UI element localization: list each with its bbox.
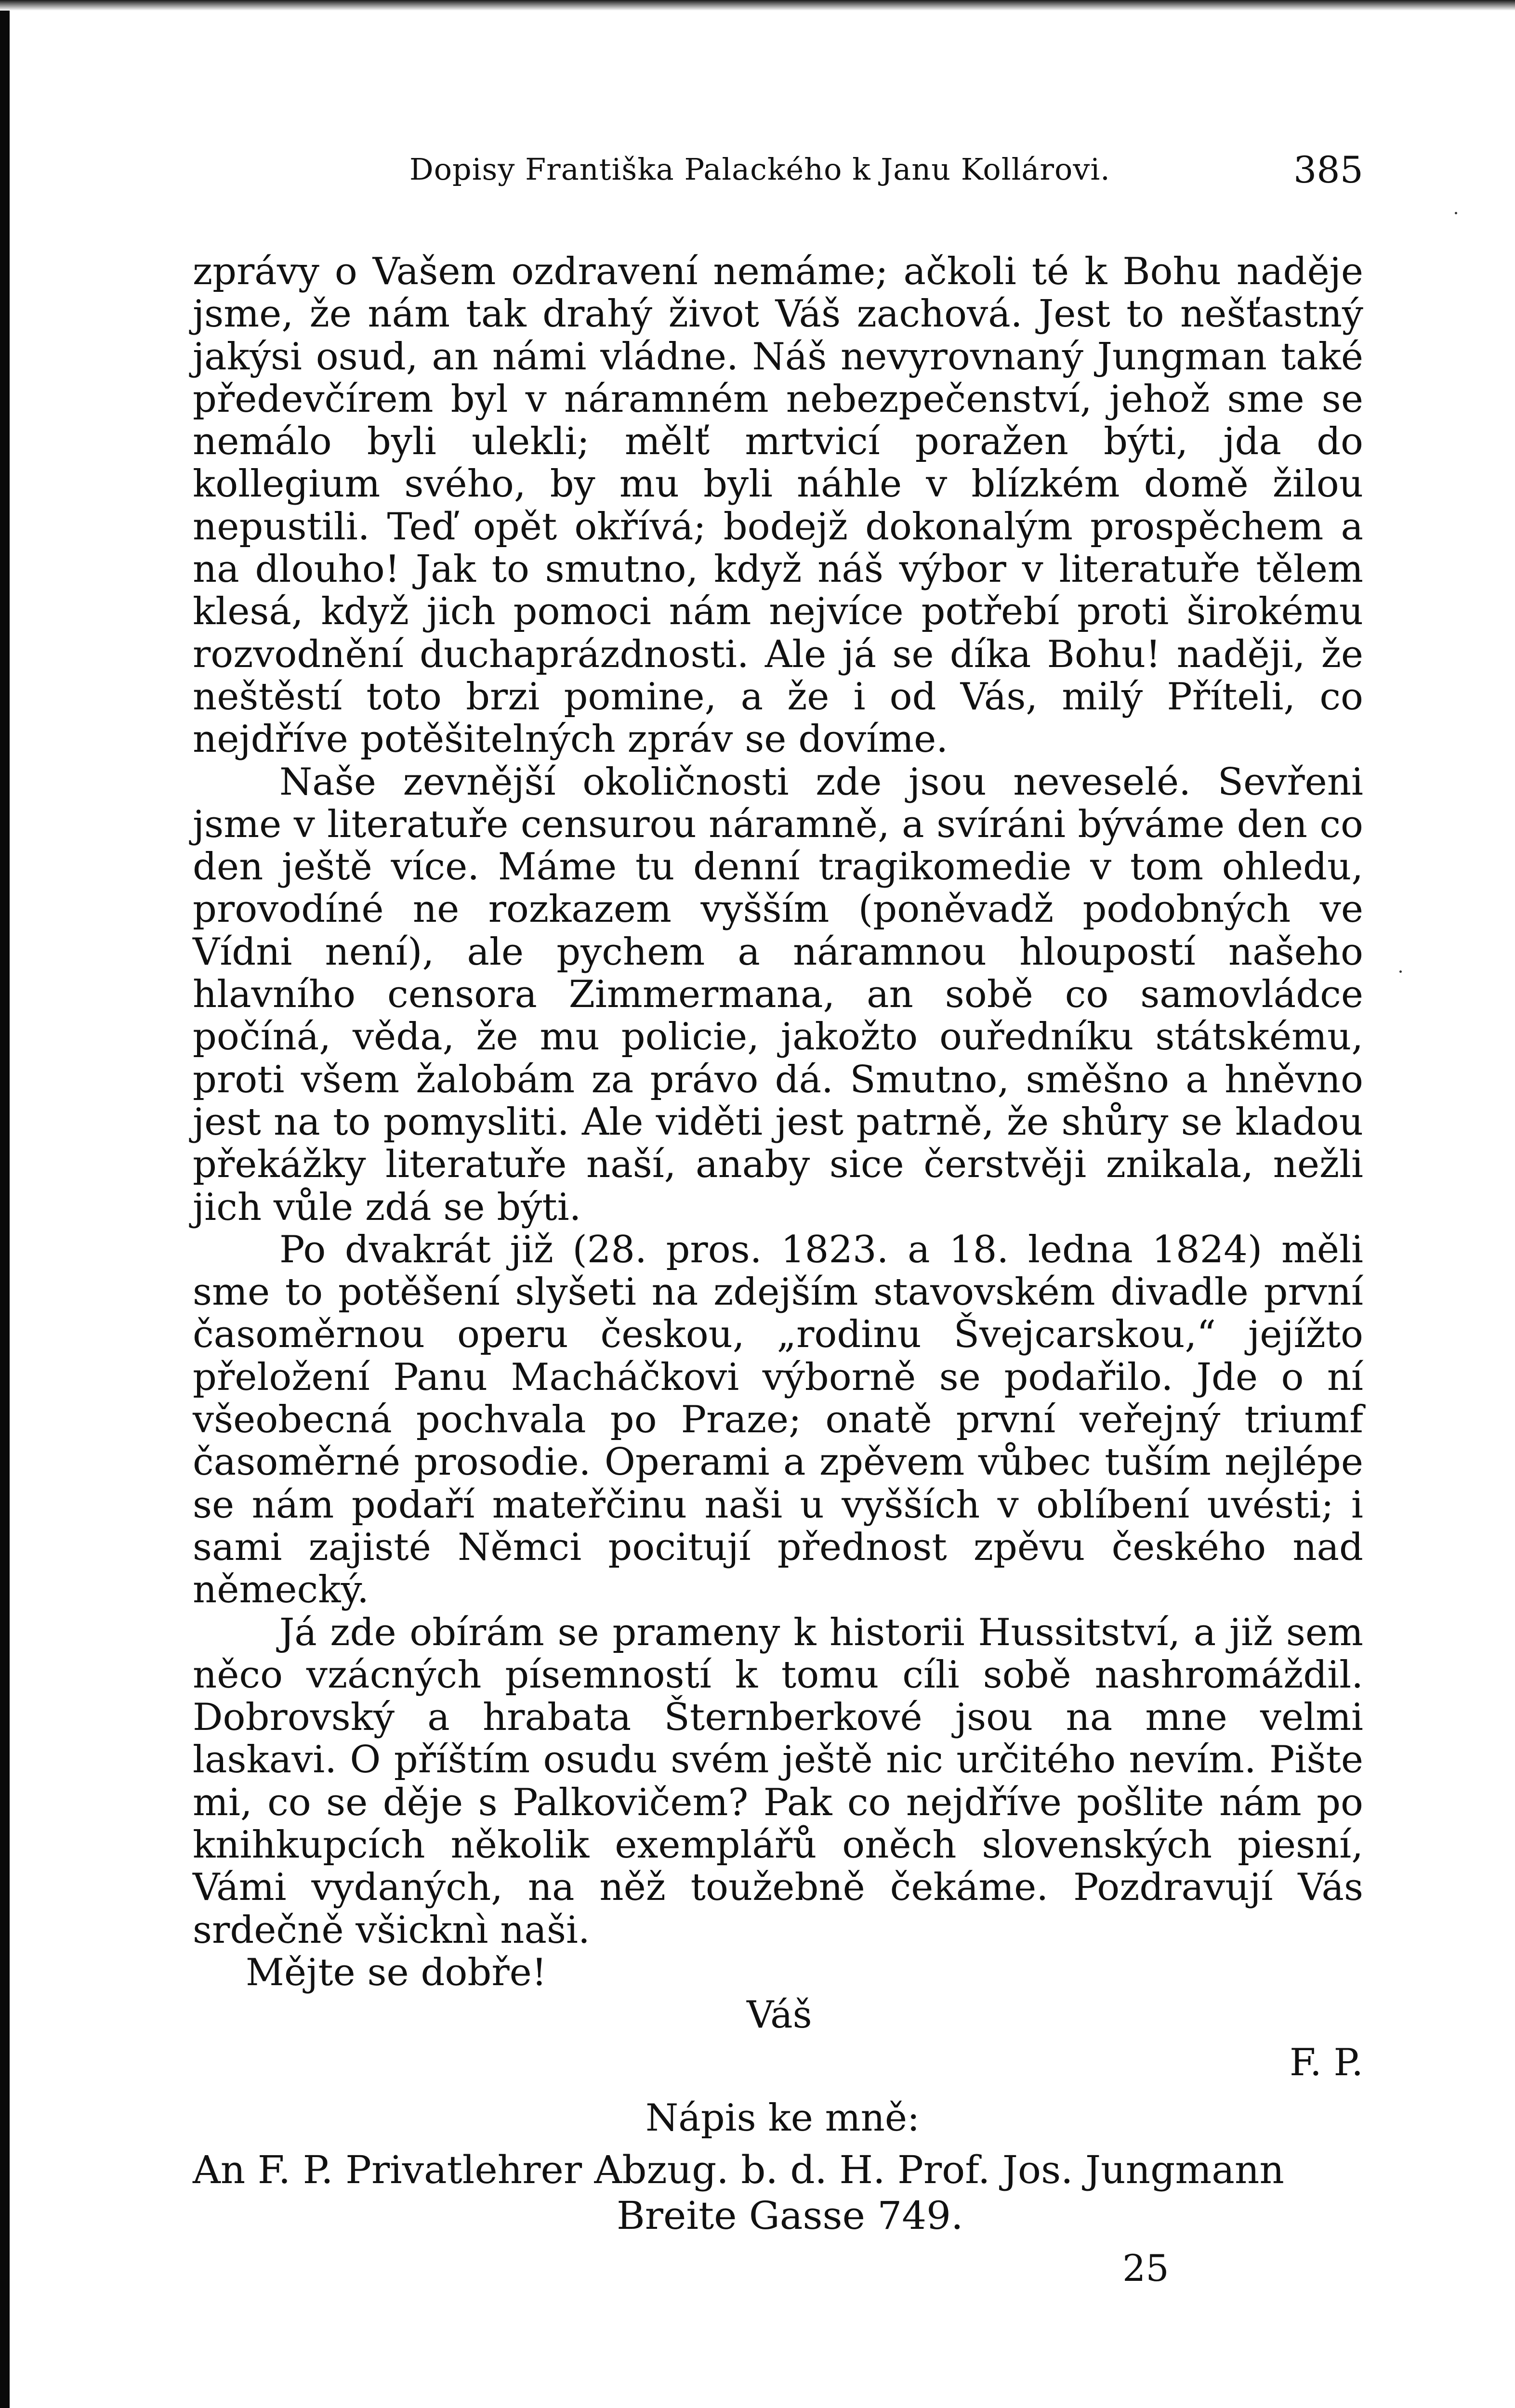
running-head [193, 140, 1363, 207]
scan-left-border [0, 0, 10, 2408]
book-page [193, 140, 1363, 2238]
paragraph: Po dvakrát již (28. pros. 1823. a 18. ledna 1824) měli sme to potěšení slyšeti na zdejším stavovském divadle první časoměrnou operu českou, „rodinu Švejcarskou,“ jejížto přeložení Panu Macháčkovi výborně se podařilo. Jde o ní všeobecná pochvala po Praze; onatě první veřejný triumf časoměrné prosodie. Operami a zpěvem vůbec tuším nejlépe se nám podaří mateřčinu naši u vyšších v oblíbení uvésti; i sami zajisté Němci pocitují přednost zpěvu českého nad německý. [193, 1228, 1363, 1612]
address-line: Breite Gasse 749. [617, 2193, 963, 2238]
letter-body [193, 250, 1363, 1951]
paragraph: Naše zevnější okoličnosti zde jsou neveselé. Sevřeni jsme v literatuře censurou náramně, a svíráni býváme den co den ještě více. Máme tu denní tragikomedie v tom ohledu, provodíné ne rozkazem vyšším (poněvadž podobných ve Vídni není), ale pychem a náramnou hloupostí našeho hlavního censora Zimmermana, an sobě co samovládce počíná, věda, že mu policie, jakožto ouředníku státskému, proti všem žalobám za právo dá. Smutno, směšno a hněvno jest na to pomysliti. Ale viděti jest patrně, že shůry se kladou překážky literatuře naší, anaby sice čerstvěji znikala, nežli jich vůle zdá se býti. [193, 760, 1363, 1229]
scan-top-edge [0, 0, 1515, 11]
page-number: 385 [1293, 148, 1363, 191]
address-line: An F. P. Privatlehrer Abzug. b. d. H. Prof. Jos. Jungmann [193, 2147, 1284, 2193]
paragraph: zprávy o Vašem ozdravení nemáme; ačkoli té k Bohu naděje jsme, že nám tak drahý život Váš zachová. Jest to nešťastný jakýsi osud, an námi vládne. Náš nevyrovnaný Jungman také předevčírem byl v náramném nebezpečenství, jehož sme se nemálo byli ulekli; mělť mrtvicí poražen býti, jda do kollegium svého, by mu byli náhle v blízkém domě žilou nepustili. Teď opět okřívá; bodejž dokonalým prospěchem a na dlouho! Jak to smutno, když náš výbor v literatuře tělem klesá, když jich pomoci nám nejvíce potřebí proti širokému rozvodnění duchaprázdnosti. Ale já se díka Bohu! naději, že neštěstí toto brzi pomine, a že i od Vás, milý Příteli, co nejdříve potěšitelných zpráv se dovíme. [193, 250, 1363, 761]
paragraph: Já zde obírám se prameny k historii Hussitství, a již sem něco vzácných písemností k tomu cíli sobě nashromáždil. Dobrovský a hrabata Šternberkové jsou na mne velmi laskavi. O příštím osudu svém ještě nic určitého nevím. Pište mi, co se děje s Palkovičem? Pak co nejdříve pošlite nám po knihkupcích několik exemplářů oněch slovenských piesní, Vámi vydaných, na něž toužebně čekáme. Pozdravují Vás srdečně všicknì naši. [193, 1610, 1363, 1952]
running-title: Dopisy Františka Palackého k Janu Kollárovi. [409, 152, 1110, 187]
scan-speck [1455, 212, 1457, 214]
sheet-signature: 25 [1122, 2247, 1169, 2290]
valediction: Váš [747, 1993, 812, 2037]
scan-speck [1399, 970, 1402, 973]
signature: F. P. [1289, 2041, 1363, 2085]
address-label: Nápis ke mně: [646, 2096, 920, 2140]
closing-line: Mějte se dobře! [246, 1950, 547, 1994]
